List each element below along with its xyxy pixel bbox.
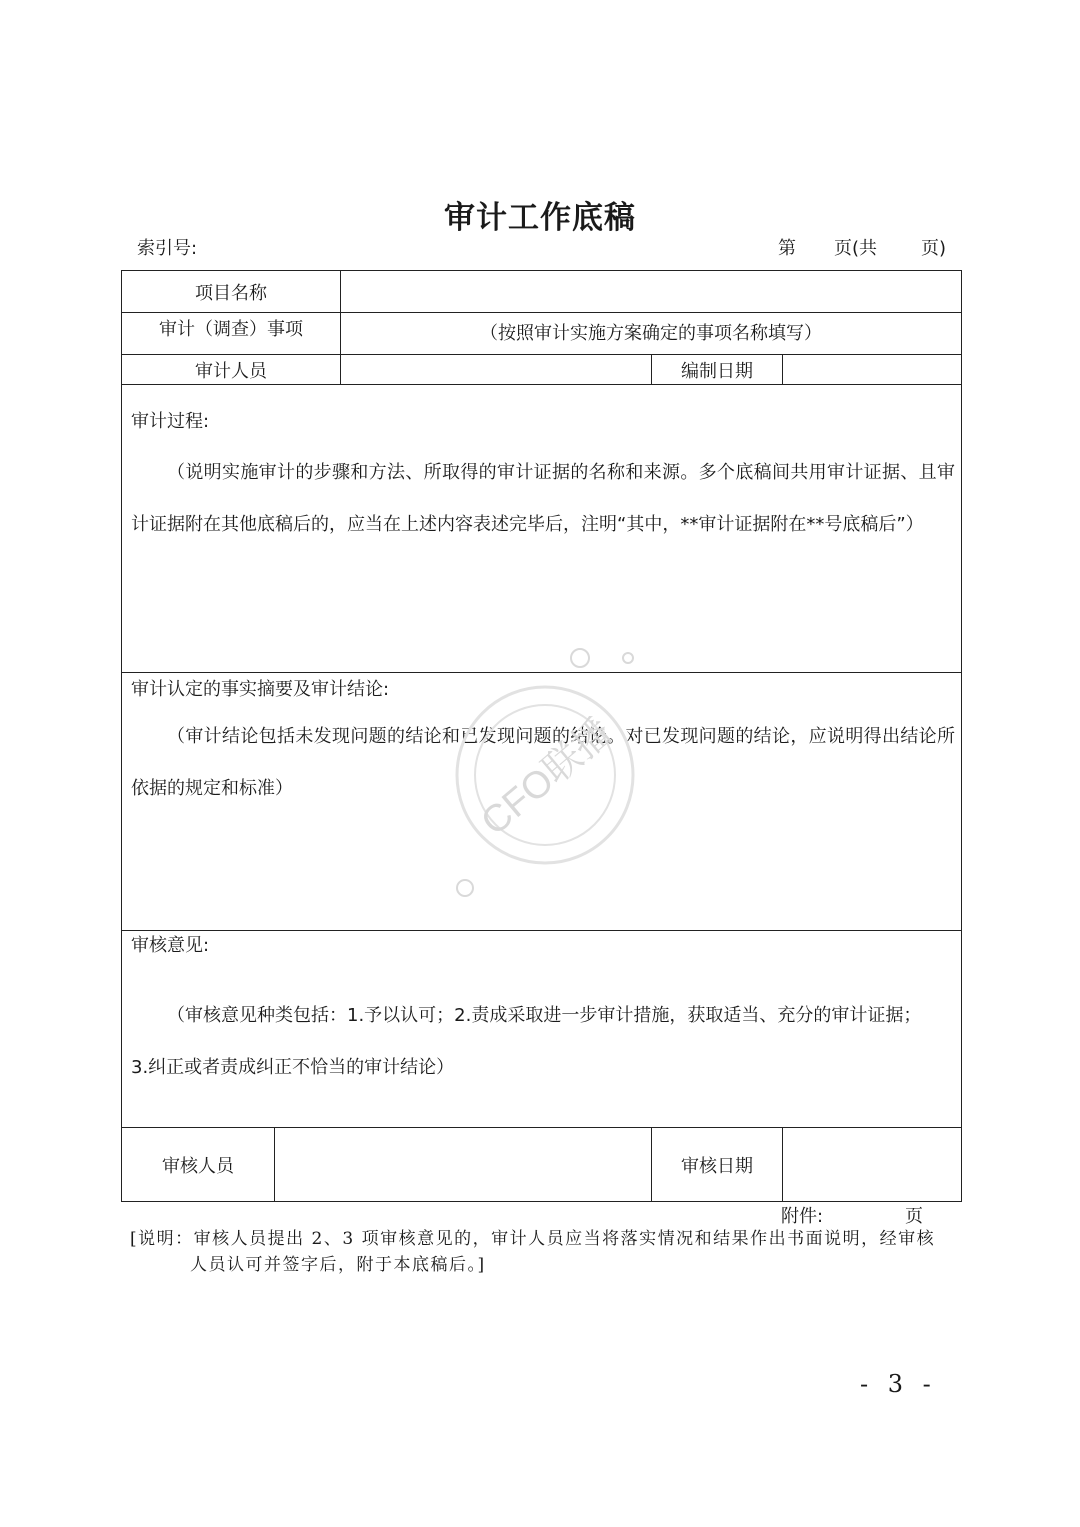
- facts-section[interactable]: [122, 673, 962, 931]
- page-ye-gong-label: 页(共: [834, 238, 878, 259]
- review-date-field[interactable]: [783, 1128, 962, 1202]
- page-ye-end-label: 页): [921, 238, 947, 259]
- row-auditor: [122, 355, 962, 385]
- review-note-line2: 3.纠正或者责成纠正不恰当的审计结论）: [131, 1057, 455, 1078]
- reviewer-label: 审核人员: [122, 1128, 275, 1202]
- prep-date-field[interactable]: [783, 355, 962, 385]
- audit-form-table: [121, 270, 962, 1202]
- page-title: 审计工作底稿: [444, 200, 636, 236]
- page-number: - 3 -: [860, 1370, 937, 1398]
- row-project-name: [122, 271, 962, 313]
- watermark-text: CFO联播: [473, 711, 621, 844]
- process-note: （说明实施审计的步骤和方法、所取得的审计证据的名称和来源。多个底稿间共用审计证据、且审计证据附在其他底稿后的，应当在上述内容表述完毕后，注明“其中，**审计证据附在**号底稿后”）: [131, 462, 956, 535]
- reviewer-field[interactable]: [275, 1128, 652, 1202]
- audit-item-field[interactable]: （按照审计实施方案确定的事项名称填写）: [341, 313, 962, 355]
- process-label: 审计过程:: [131, 411, 210, 432]
- facts-label: 审计认定的事实摘要及审计结论:: [131, 679, 390, 700]
- prep-date-label: 编制日期: [652, 355, 783, 385]
- facts-note: （审计结论包括未发现问题的结论和已发现问题的结论。对已发现问题的结论，应说明得出结论所依据的规定和标准）: [131, 726, 956, 799]
- project-name-field[interactable]: [341, 271, 962, 313]
- row-audit-item: [122, 313, 962, 355]
- index-number-label: 索引号:: [137, 238, 198, 259]
- row-review: [122, 931, 962, 1128]
- auditor-label: 审计人员: [122, 355, 341, 385]
- row-process: [122, 385, 962, 673]
- review-section[interactable]: [122, 931, 962, 1128]
- process-section[interactable]: [122, 385, 962, 673]
- review-date-label: 审核日期: [652, 1128, 783, 1202]
- page-di-label: 第: [778, 238, 796, 259]
- auditor-field[interactable]: [341, 355, 652, 385]
- footnote-line1: [说明：审核人员提出 2、3 项审核意见的，审计人员应当将落实情况和结果作出书面说明，经审核: [130, 1229, 936, 1249]
- audit-item-label: 审计（调查）事项: [122, 313, 341, 355]
- attachment-label: 附件:: [781, 1206, 824, 1227]
- row-facts: [122, 673, 962, 931]
- project-name-label: 项目名称: [122, 271, 341, 313]
- row-reviewer: [122, 1128, 962, 1202]
- attachment-unit: 页: [905, 1206, 923, 1227]
- footnote-line2: 人员认可并签字后，附于本底稿后。]: [190, 1255, 486, 1275]
- review-label: 审核意见:: [131, 935, 210, 956]
- review-note-line1: （审核意见种类包括：1.予以认可；2.责成采取进一步审计措施，获取适当、充分的审计证据；: [167, 1005, 922, 1026]
- footnote: [130, 1226, 960, 1278]
